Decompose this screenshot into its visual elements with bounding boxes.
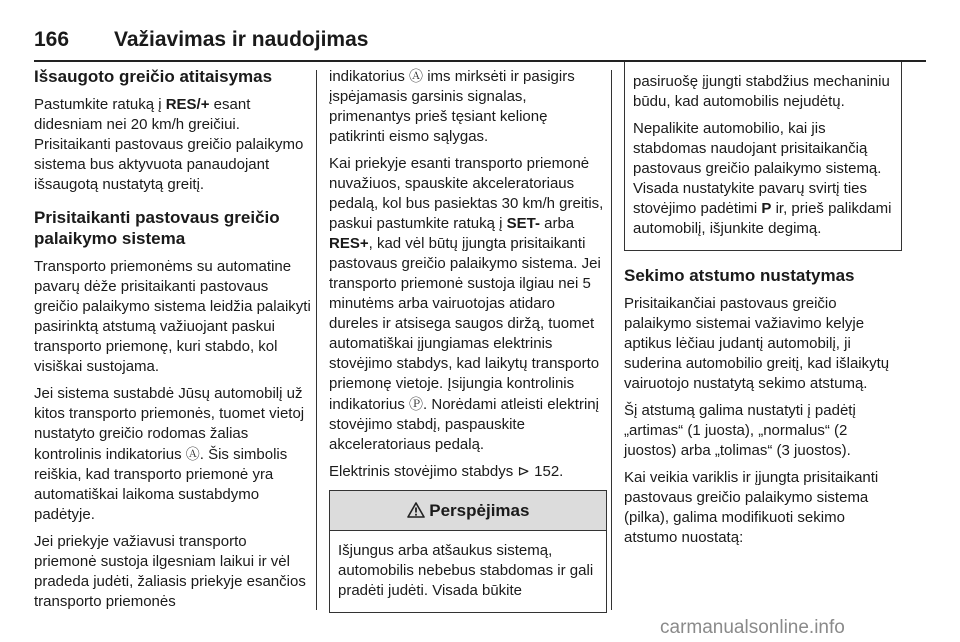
section-heading-resume-speed: Išsaugoto greičio atitaisymas — [34, 67, 273, 86]
column-middle — [329, 66, 607, 613]
page-reference-link[interactable]: 152. — [529, 463, 564, 480]
vehicle-ahead-indicator-icon: Ⓐ — [409, 68, 424, 84]
paragraph-follow-distance: Prisitaikančiai pastovaus greičio palaikymo sistemai važiavimo kelyje aptikus lėčiau judantį automobilį, ji suderina automobilio greitį, kad išlaikytų vairuotojo nustatytą sekimo atstumą. — [624, 295, 890, 392]
page-number: 166 — [34, 28, 70, 51]
column-left — [34, 66, 312, 619]
watermark: carmanualsonline.info — [660, 617, 845, 638]
paragraph-adaptive-intro: Transporto priemonėms su automatine pavarų dėže prisitaikanti pastovaus greičio palaikymo sistema leidžia palaikyti pasirinktą atstumą važiuojant paskui transporto priemonę, kuri stabdo, kol visiškai sustojama. — [34, 258, 311, 375]
res-plus-label: RES/+ — [165, 96, 210, 113]
set-minus-label: SET- — [506, 215, 540, 232]
warning-box — [329, 490, 607, 613]
paragraph-parking-brake-ref: Elektrinis stovėjimo stabdys ⊳ 152. — [329, 463, 564, 480]
warning-box-body — [330, 531, 606, 612]
paragraph-indicator-flash: indikatorius Ⓐ ims mirksėti ir pasigirs įspėjamasis garsinis signalas, primenantys prieš tęsiant kelionę patikrinti eismo sąlygas. — [329, 68, 575, 145]
paragraph-modify-distance: Kai veikia variklis ir įjungta prisitaikanti pastovaus greičio palaikymo sistema (pilka), galima modifikuoti sekimo atstumo nuostatą: — [624, 469, 879, 546]
parking-brake-indicator-icon: Ⓟ — [409, 396, 424, 412]
vehicle-ahead-indicator-icon: Ⓐ — [185, 446, 200, 462]
paragraph-distance-settings: Šį atstumą galima nustatyti į padėtį „artimas“ (1 juosta), „normalus“ (2 juostos) arba „tolimas“ (3 juostos). — [624, 402, 856, 459]
paragraph-vehicle-moves-off: Jei priekyje važiavusi transporto priemonė sustoja ilgesniam laikui ir vėl pradeda judėti, žaliasis priekyje esančios transporto priemonės — [34, 533, 306, 610]
res-plus-label: RES+ — [329, 235, 369, 252]
column-right — [624, 66, 902, 555]
paragraph-resume-speed: Pastumkite ratuką į RES/+ esant didesniam nei 20 km/h greičiui. Prisitaikanti pastovaus greičio palaikymo sistema bus aktyvuota panaudojant išsaugotą nustatytą greitį. — [34, 96, 304, 193]
warning-text: Išjungus arba atšaukus sistemą, automobilis nebebus stabdomas ir gali pradėti judėti. Visada būkite — [338, 542, 594, 599]
warning-triangle-icon — [407, 502, 425, 518]
warning-text-parking: Nepalikite automobilio, kai jis stabdomas naudojant prisitaikančią pastovaus greičio palaikymo sistemą. Visada nustatykite pavarų svirtį ties stovėjimo padėtimi P ir, prieš palikdami automobilį, išjunkite degimą. — [633, 120, 892, 237]
warning-title: Perspėjimas — [429, 501, 530, 520]
page-reference-arrow-icon: ⊳ — [517, 463, 530, 480]
paragraph-stopped-vehicle: Jei sistema sustabdė Jūsų automobilį už kitos transporto priemonės, tuomet vietoj nustatyto greičio rodomas žalias kontrolinis indikatorius Ⓐ. Šis simbolis reiškia, kad transporto priemonė yra automatiškai laikoma sustabdymo padėtyje. — [34, 385, 305, 523]
park-position-label: P — [761, 200, 772, 217]
section-heading-follow-distance: Sekimo atstumo nustatymas — [624, 266, 855, 285]
warning-text-continued: pasiruošę įjungti stabdžius mechaniniu būdu, kad automobilis nejudėtų. — [633, 73, 890, 110]
column-divider-1 — [316, 70, 317, 610]
paragraph-resume-following: Kai priekyje esanti transporto priemonė nuvažiuos, spauskite akceleratoriaus pedalą, kol bus pasiektas 30 km/h greitis, paskui pastumkite ratuką į SET- arba RES+, kad vėl būtų įjungta prisitaikanti pastovaus greičio palaikymo sistema. Jei transporto priemonė sustoja ilgiau nei 5 minutėms arba vairuotojas atidaro dureles ir atsisega saugos diržą, tuomet automatiškai įjungiamas elektrinis stovėjimo stabdys, kad laikytų transporto priemonę vietoje. Įsijungia kontrolinis indikatorius Ⓟ. Norėdami atleisti elektrinį stovėjimo stabdį, paspauskite akceleratoriaus pedalą. — [329, 155, 604, 453]
section-heading-adaptive-cruise: Prisitaikanti pastovaus greičio palaikymo sistema — [34, 208, 280, 248]
page-header — [34, 22, 926, 62]
chapter-title: Važiavimas ir naudojimas — [114, 28, 369, 51]
warning-box-header — [330, 491, 606, 531]
column-divider-2 — [611, 70, 612, 610]
warning-box-continued — [624, 62, 902, 251]
